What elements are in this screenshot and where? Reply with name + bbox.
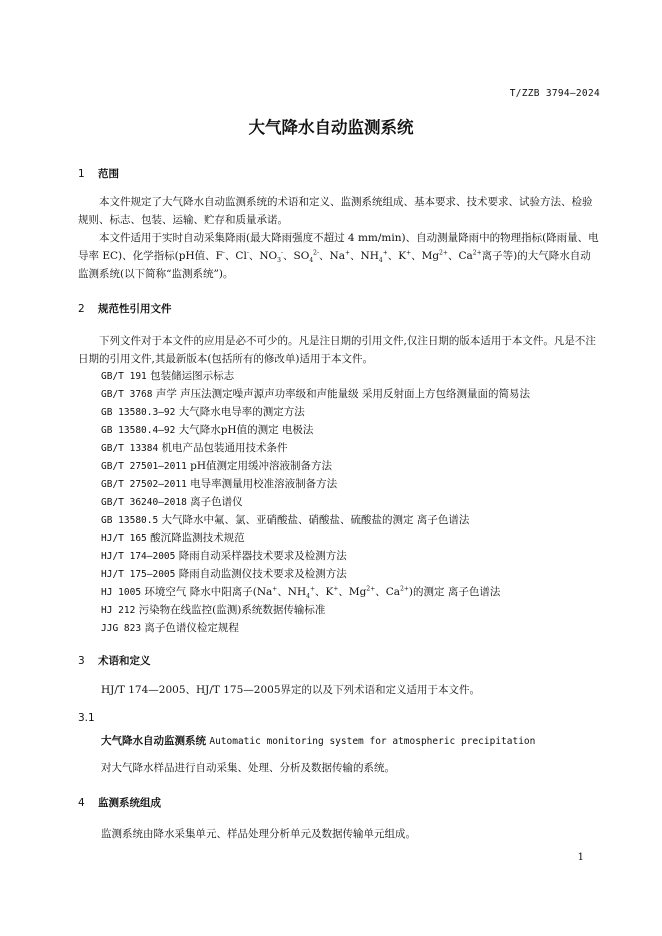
section-4-title: 监测系统组成 — [98, 797, 161, 809]
reference-item: GB 13580.5 大气降水中氟、氯、亚硝酸盐、硝酸盐、硫酸盐的测定 离子色谱法 — [101, 514, 470, 526]
section-4-number: 4 — [78, 797, 85, 809]
section-3-heading — [78, 653, 151, 668]
section-4-heading — [78, 795, 161, 810]
section-2-title: 规范性引用文件 — [98, 303, 172, 315]
section-4-para: 监测系统由降水采集单元、样品处理分析单元及数据传输单元组成。 — [101, 828, 416, 840]
section-1-title: 范围 — [98, 168, 119, 180]
reference-item: HJ/T 175—2005 降雨自动监测仪技术要求及检测方法 — [101, 568, 347, 580]
section-1-number: 1 — [78, 168, 85, 180]
term-chinese: 大气降水自动监测系统 — [101, 735, 206, 747]
section-3-number: 3 — [78, 655, 85, 667]
reference-item: GB 13580.3—92 大气降水电导率的测定方法 — [101, 406, 305, 418]
term-entry — [101, 733, 535, 748]
reference-item: GB/T 27502—2011 电导率测量用校准溶液制备方法 — [101, 478, 338, 490]
reference-item: JJG 823 离子色谱仪检定规程 — [101, 622, 239, 634]
section-2-heading — [78, 301, 172, 316]
section-3-title: 术语和定义 — [98, 655, 151, 667]
reference-item: GB/T 191 包装储运图示标志 — [101, 370, 235, 382]
section-2-intro: 下列文件对于本文件的应用是必不可少的。凡是注日期的引用文件,仅注日期的版本适用于本文件。凡是不注日期的引用文件,其最新版本(包括所有的修改单)适用于本文件。 — [78, 335, 596, 365]
reference-item: GB/T 36240—2018 离子色谱仪 — [101, 496, 243, 508]
page-number: 1 — [577, 852, 584, 863]
reference-item: GB 13580.4—92 大气降水pH值的测定 电极法 — [101, 424, 314, 436]
section-1-heading — [78, 166, 119, 181]
section-2-number: 2 — [78, 303, 85, 315]
reference-item: GB/T 3768 声学 声压法测定噪声源声功率级和声能量级 采用反射面上方包络测量面的简易法 — [101, 388, 531, 400]
term-definition: 对大气降水样品进行自动采集、处理、分析及数据传输的系统。 — [101, 762, 395, 774]
reference-item: HJ 1005 环境空气 降水中阳离子(Na+、$NH_4^+$、K+、$Mg^{2+}$、$Ca^{2+}$)的测定 离子色谱法 — [101, 585, 501, 601]
section-1-para-1: 本文件规定了大气降水自动监测系统的术语和定义、监测系统组成、基本要求、技术要求、试验方法、检验规则、标志、包装、运输、贮存和质量承诺。 — [78, 196, 593, 226]
term-english: Automatic monitoring system for atmospheric precipitation — [209, 736, 536, 747]
reference-item: HJ 212 污染物在线监控(监测)系统数据传输标准 — [101, 604, 326, 616]
reference-item: HJ/T 165 酸沉降监测技术规范 — [101, 532, 245, 544]
document-title: 大气降水自动监测系统 — [248, 118, 414, 137]
reference-item: HJ/T 174—2005 降雨自动采样器技术要求及检测方法 — [101, 550, 347, 562]
standard-number: T/ZZB 3794—2024 — [509, 88, 600, 99]
reference-item: GB/T 13384 机电产品包装通用技术条件 — [101, 442, 288, 454]
term-number: 3.1 — [78, 712, 95, 724]
section-3-intro: HJ/T 174—2005、HJ/T 175—2005界定的以及下列术语和定义适用于本文件。 — [101, 684, 481, 696]
section-1-para-2: 本文件适用于实时自动采集降雨(最大降雨强度不超过 4 mm/min)、自动测量降雨中的物理指标(降雨量、电导率 EC)、化学指标(pH值、F-、Cl-、$NO_3^-$、$SO_4^{2-}$、Na+、$NH_4^+$、K+、$Mg^{2+}$、$Ca^{2+}$离子等)的大气降水自动监测系统(以下简称“监测系统”)。 — [78, 232, 599, 280]
reference-item: GB/T 27501—2011 pH值测定用缓冲溶液制备方法 — [101, 460, 333, 472]
